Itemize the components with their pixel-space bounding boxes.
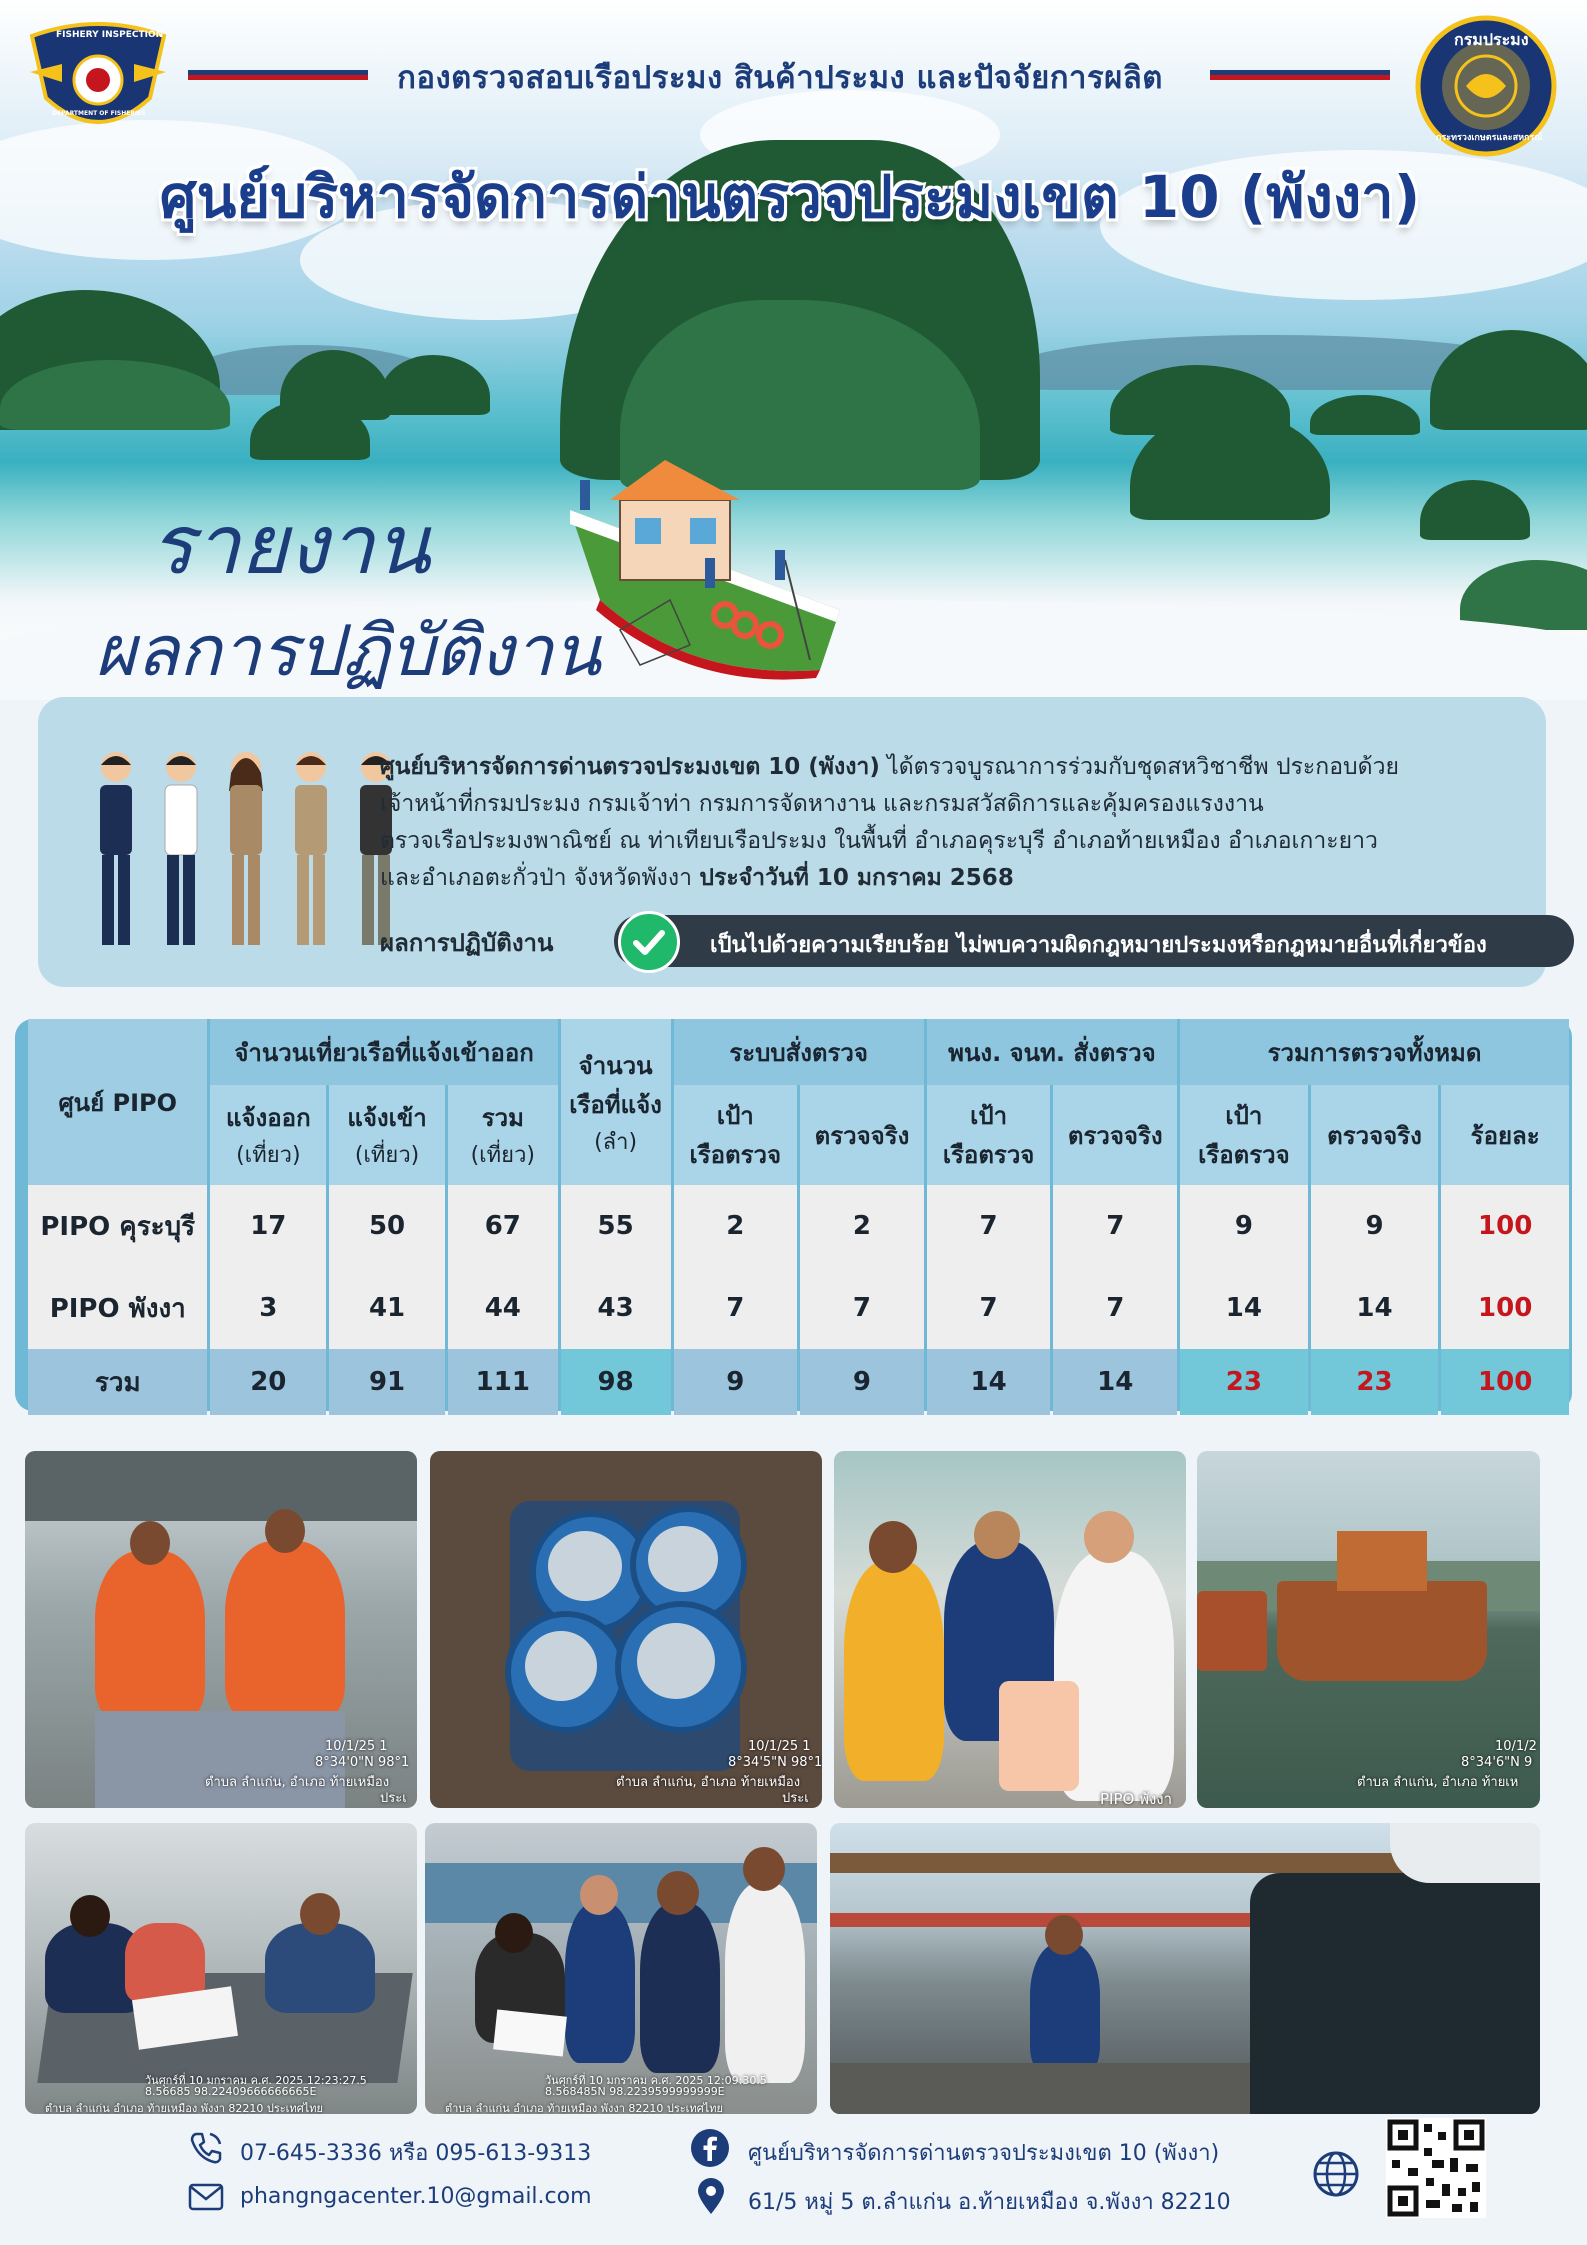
report-date: ประจำวันที่ 10 มกราคม 2568: [699, 865, 1014, 891]
cell-officer-target: 7: [927, 1267, 1051, 1349]
cell-in: 50: [329, 1185, 445, 1267]
table-row: [28, 1267, 1569, 1349]
facebook-page: ศูนย์บริหารจัดการด่านตรวจประมงเขต 10 (พังงา): [748, 2141, 1220, 2166]
cell-system-target: 7: [674, 1267, 798, 1349]
cell-total-actual: 14: [1311, 1267, 1439, 1349]
photo-2-extra: ประเ: [782, 1791, 809, 1806]
summary-panel: [38, 697, 1546, 987]
cell-officer-actual: 7: [1053, 1185, 1177, 1267]
photo-3-caption: PIPO พังงา: [1100, 1790, 1173, 1808]
photo-5-timestamp: วันศุกร์ที่ 10 มกราคม ค.ศ. 2025 12:23:27.5: [145, 2074, 367, 2087]
cell-total-target: 9: [1180, 1185, 1308, 1267]
header-officer-target: [927, 1085, 1051, 1185]
photo-document-check: [25, 1823, 417, 2114]
agency-name: กองตรวจสอบเรือประมง สินค้าประมง และปัจจัยการผลิต: [397, 60, 1163, 96]
photo-4-place: ตำบล ลำแก่น, อำเภอ ท้ายเห: [1357, 1775, 1519, 1790]
cell-system-target: 2: [674, 1185, 798, 1267]
header-out: [210, 1085, 326, 1185]
fishing-boat-illustration: [540, 440, 870, 700]
photo-1-place: ตำบล ลำแก่น, อำเภอ ท้ายเหมือง: [205, 1775, 390, 1790]
check-icon: [618, 911, 680, 973]
inspection-table: [25, 1019, 1572, 1415]
cell-out: 17: [210, 1185, 326, 1267]
header-trips: จำนวนเที่ยวเรือที่แจ้งเข้าออก: [210, 1019, 557, 1085]
header-in-label: แจ้งเข้า: [347, 1104, 427, 1132]
photo-4-timestamp: 10/1/2: [1495, 1739, 1537, 1754]
photo-officers-signing: [425, 1823, 817, 2114]
report-title-line1: รายงาน: [150, 498, 431, 593]
table-row: [28, 1185, 1569, 1267]
header-system-target-line1: เป้า: [716, 1102, 754, 1130]
summary-line3: ตรวจเรือประมงพาณิชย์ ณ ท่าเทียบเรือประมง ในพื้นที่ อำเภอคุระบุรี อำเภอท้ายเหมือง อำเภอเกาะยาว: [380, 828, 1378, 854]
summary-text: [380, 749, 1520, 897]
photo-crew-life-vests: [25, 1451, 417, 1808]
row-name: PIPO พังงา: [28, 1267, 207, 1349]
header-center: ศูนย์ PIPO: [28, 1019, 207, 1185]
photo-4-coords: 8°34'6"N 9: [1461, 1755, 1533, 1770]
cell-in: 41: [329, 1267, 445, 1349]
photo-5-place: ตำบล ลำแก่น อำเภอ ท้ายเหมือง พังงา 82210 ประเทศไทย: [45, 2102, 323, 2114]
photo-fishing-vessel: [1197, 1451, 1540, 1808]
photo-2-timestamp: 10/1/25 1: [748, 1739, 811, 1754]
office-address: 61/5 หมู่ 5 ต.ลำแก่น อ.ท้ายเหมือง จ.พังงา 82210: [748, 2190, 1231, 2215]
header-system-actual: ตรวจจริง: [800, 1085, 924, 1185]
header-system: ระบบสั่งตรวจ: [674, 1019, 924, 1085]
total-sum: 111: [448, 1349, 558, 1415]
photo-6-timestamp: วันศุกร์ที่ 10 มกราคม ค.ศ. 2025 12:09:30.5: [545, 2074, 767, 2087]
cell-vessels: 55: [561, 1185, 671, 1267]
header-out-label: แจ้งออก: [226, 1104, 311, 1132]
cell-percent: 100: [1441, 1185, 1569, 1267]
summary-line4: และอำเภอตะกั่วป่า จังหวัดพังงา: [380, 865, 700, 891]
header-vessels-line2: เรือที่แจ้ง: [569, 1090, 662, 1119]
logo-right-bottom-text: กระทรวงเกษตรและสหกรณ์: [1436, 133, 1543, 143]
phone-number: 07-645-3336 หรือ 095-613-9313: [240, 2141, 592, 2166]
header-officer-target-line2: เรือตรวจ: [942, 1141, 1035, 1169]
photo-2-place: ตำบล ลำแก่น, อำเภอ ท้ายเหมือง: [616, 1775, 801, 1790]
header-percent: ร้อยละ: [1441, 1085, 1569, 1185]
total-system-target: 9: [674, 1349, 798, 1415]
cell-officer-actual: 7: [1053, 1267, 1177, 1349]
total-in: 91: [329, 1349, 445, 1415]
cell-sum: 44: [448, 1267, 558, 1349]
photo-1-extra: ประเ: [380, 1791, 407, 1806]
header-out-unit: (เที่ยว): [236, 1143, 301, 1168]
cell-out: 3: [210, 1267, 326, 1349]
report-title-line2: ผลการปฏิบัติงาน: [95, 610, 601, 692]
header-sum-unit: (เที่ยว): [470, 1143, 536, 1168]
table-total-row: [28, 1349, 1569, 1415]
photo-deck-inspection: [830, 1823, 1540, 2114]
total-officer-actual: 14: [1053, 1349, 1177, 1415]
header-vessels-unit: (ลำ): [594, 1129, 638, 1155]
fishery-inspection-logo: [22, 18, 174, 136]
cell-vessels: 43: [561, 1267, 671, 1349]
header-total-target-line2: เรือตรวจ: [1198, 1141, 1290, 1169]
cell-percent: 100: [1441, 1267, 1569, 1349]
total-vessels: 98: [561, 1349, 671, 1415]
cell-total-target: 14: [1180, 1267, 1308, 1349]
photo-1-coords: 8°34'0"N 98°1: [315, 1755, 410, 1770]
photo-1-timestamp: 10/1/25 1: [325, 1739, 388, 1754]
cell-system-actual: 7: [800, 1267, 924, 1349]
globe-icon: [1312, 2150, 1360, 2202]
header-officer-actual: ตรวจจริง: [1053, 1085, 1177, 1185]
total-total-target: 23: [1180, 1349, 1308, 1415]
logo-left-bottom-text: DEPARTMENT OF FISHERIES: [52, 110, 146, 117]
email-address: phangngacenter.10@gmail.com: [240, 2184, 592, 2209]
logo-right-top-text: กรมประมง: [1454, 30, 1529, 49]
photo-interview-pier: [834, 1451, 1186, 1808]
photo-6-place: ตำบล ลำแก่น อำเภอ ท้ายเหมือง พังงา 82210 ประเทศไทย: [445, 2102, 723, 2114]
phone-icon: [188, 2130, 224, 2170]
header-officer: พนง. จนท. สั่งตรวจ: [927, 1019, 1177, 1085]
center-title: ศูนย์บริหารจัดการด่านตรวจประมงเขต 10 (พังงา): [159, 163, 1421, 231]
header-sum: [448, 1085, 558, 1185]
header-vessels-line1: จำนวน: [578, 1051, 653, 1080]
department-of-fisheries-logo: [1414, 14, 1558, 158]
total-percent: 100: [1441, 1349, 1569, 1415]
total-total-actual: 23: [1311, 1349, 1439, 1415]
facebook-icon: [690, 2128, 730, 2172]
total-name: รวม: [28, 1349, 207, 1415]
header-total-target-line1: เป้า: [1225, 1102, 1263, 1130]
email-icon: [188, 2182, 224, 2216]
photo-fish-barrels: [430, 1451, 822, 1808]
photo-5-coords: 8.56685 98.22409666666665E: [145, 2085, 317, 2098]
header-system-target: [674, 1085, 798, 1185]
cell-total-actual: 9: [1311, 1185, 1439, 1267]
header-total-actual: ตรวจจริง: [1311, 1085, 1439, 1185]
summary-line2: เจ้าหน้าที่กรมประมง กรมเจ้าท่า กรมการจัดหางาน และกรมสวัสดิการและคุ้มครองแรงงาน: [380, 791, 1264, 817]
cell-sum: 67: [448, 1185, 558, 1267]
officers-illustration: [88, 747, 408, 957]
cell-system-actual: 2: [800, 1185, 924, 1267]
header-rule-right: [1210, 70, 1390, 80]
summary-line1: ได้ตรวจบูรณาการร่วมกับชุดสหวิชาชีพ ประกอบด้วย: [879, 754, 1399, 780]
header-total: รวมการตรวจทั้งหมด: [1180, 1019, 1569, 1085]
summary-lead: ศูนย์บริหารจัดการด่านตรวจประมงเขต 10 (พังงา): [380, 754, 880, 780]
photo-6-coords: 8.568485N 98.2239599999999E: [545, 2085, 725, 2098]
header-vessels: [561, 1019, 671, 1185]
header-total-target: [1180, 1085, 1308, 1185]
result-text: เป็นไปด้วยความเรียบร้อย ไม่พบความผิดกฎหมายประมงหรือกฎหมายอื่นที่เกี่ยวข้อง: [710, 933, 1487, 958]
cell-officer-target: 7: [927, 1185, 1051, 1267]
qr-code[interactable]: [1386, 2118, 1486, 2218]
header-in: [329, 1085, 445, 1185]
total-system-actual: 9: [800, 1349, 924, 1415]
location-icon: [694, 2176, 728, 2220]
header-officer-target-line1: เป้า: [970, 1102, 1008, 1130]
row-name: PIPO คุระบุรี: [28, 1185, 207, 1267]
header-in-unit: (เที่ยว): [354, 1143, 420, 1168]
photo-2-coords: 8°34'5"N 98°1: [728, 1755, 822, 1770]
header-sum-label: รวม: [481, 1104, 524, 1132]
total-out: 20: [210, 1349, 326, 1415]
total-officer-target: 14: [927, 1349, 1051, 1415]
inspection-table-container: [15, 1019, 1572, 1411]
header-system-target-line2: เรือตรวจ: [689, 1141, 782, 1169]
result-label: ผลการปฏิบัติงาน: [380, 929, 554, 957]
logo-left-top-text: FISHERY INSPECTION: [56, 30, 164, 40]
